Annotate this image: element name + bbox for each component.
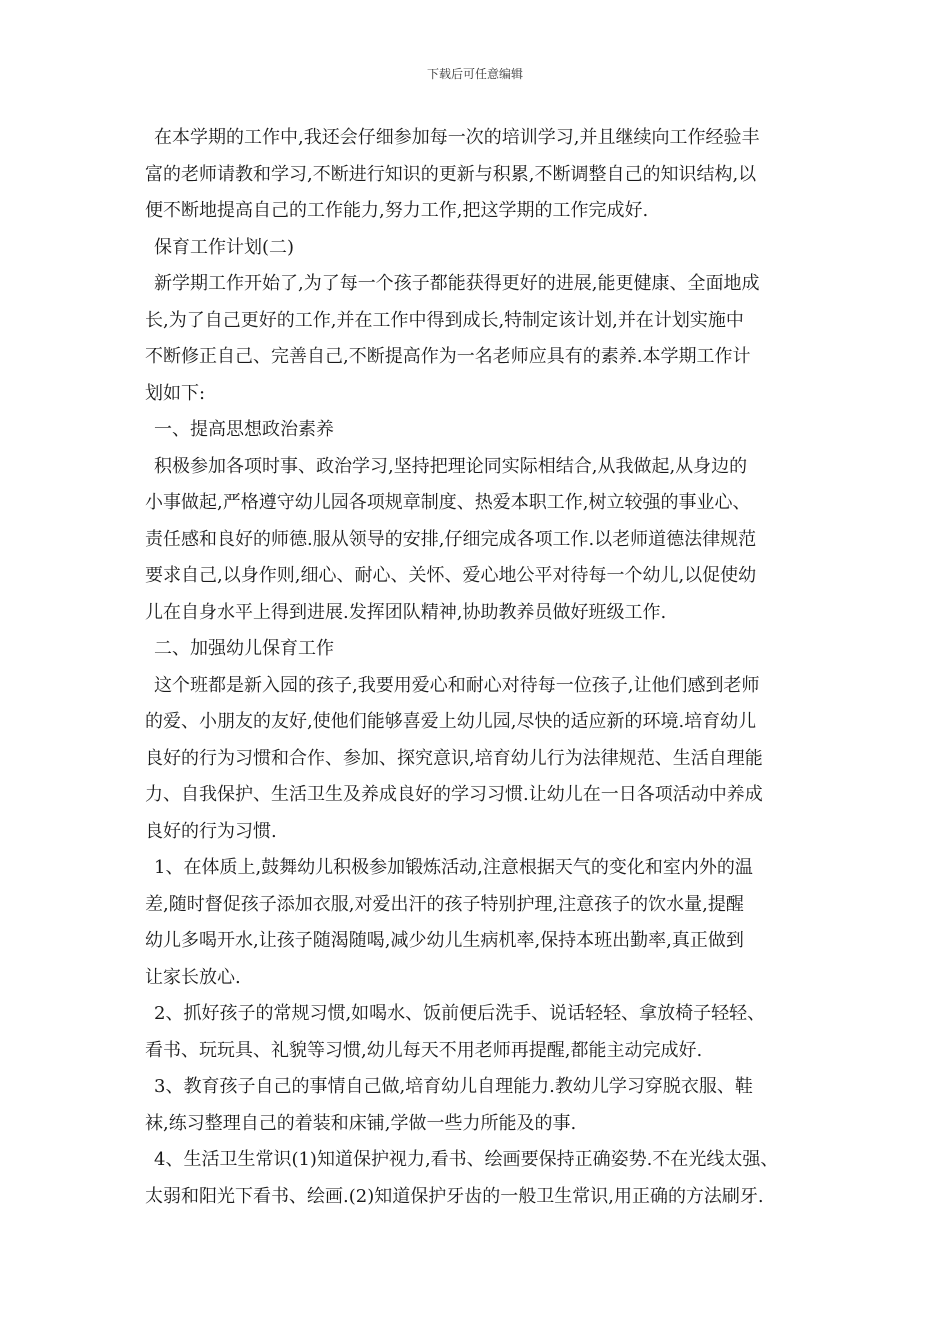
text-line: 在本学期的工作中,我还会仔细参加每一次的培训学习,并且继续向工作经验丰 bbox=[154, 127, 760, 148]
text-line: 2、抓好孩子的常规习惯,如喝水、饭前便后洗手、说话轻轻、拿放椅子轻轻、 bbox=[154, 1003, 766, 1024]
text-line: 长,为了自己更好的工作,并在工作中得到成长,特制定该计划,并在计划实施中 bbox=[145, 309, 744, 331]
text-line: 看书、玩玩具、礼貌等习惯,幼儿每天不用老师再提醒,都能主动完成好. bbox=[145, 1039, 703, 1061]
text-line: 的爱、小朋友的友好,使他们能够喜爱上幼儿园,尽快的适应新的环境.培育幼儿 bbox=[145, 711, 757, 732]
text-line: 3、教育孩子自己的事情自己做,培育幼儿自理能力.教幼儿学习穿脱衣服、鞋 bbox=[154, 1076, 753, 1097]
text-line: 积极参加各项时事、政治学习,坚持把理论同实际相结合,从我做起,从身边的 bbox=[154, 455, 748, 477]
text-line: 儿在自身水平上得到进展.发挥团队精神,协助教养员做好班级工作. bbox=[145, 601, 667, 623]
text-line: 不断修正自己、完善自己,不断提高作为一名老师应具有的素养.本学期工作计 bbox=[145, 346, 751, 367]
text-line: 幼儿多喝开水,让孩子随渴随喝,减少幼儿生病机率,保持本班出勤率,真正做到 bbox=[145, 930, 744, 951]
text-line: 新学期工作开始了,为了每一个孩子都能获得更好的进展,能更健康、全面地成 bbox=[154, 273, 760, 294]
text-line: 让家长放心. bbox=[145, 966, 241, 988]
text-line: 小事做起,严格遵守幼儿园各项规章制度、热爱本职工作,树立较强的事业心、 bbox=[145, 492, 751, 513]
text-line: 富的老师请教和学习,不断进行知识的更新与积累,不断调整自己的知识结构,以 bbox=[145, 163, 757, 185]
text-line: 1、在体质上,鼓舞幼儿积极参加锻炼活动,注意根据天气的变化和室内外的温 bbox=[154, 857, 753, 878]
page-header: 下载后可任意编辑 bbox=[426, 67, 523, 81]
text-line: 4、生活卫生常识(1)知道保护视力,看书、绘画要保持正确姿势.不在光线太强、 bbox=[154, 1149, 779, 1170]
text-line: 要求自己,以身作则,细心、耐心、关怀、爱心地公平对待每一个幼儿,以促使幼 bbox=[145, 565, 757, 586]
text-line: 二、加强幼儿保育工作 bbox=[154, 638, 334, 659]
text-line: 良好的行为习惯和合作、参加、探究意识,培育幼儿行为法律规范、生活自理能 bbox=[145, 747, 763, 769]
text-line: 划如下: bbox=[145, 382, 206, 404]
text-line: 袜,练习整理自己的着装和床铺,学做一些力所能及的事. bbox=[145, 1112, 577, 1134]
text-line: 力、自我保护、生活卫生及养成良好的学习习惯.让幼儿在一日各项活动中养成 bbox=[145, 784, 763, 805]
text-line: 差,随时督促孩子添加衣服,对爱出汗的孩子特别护理,注意孩子的饮水量,提醒 bbox=[145, 893, 744, 915]
text-line: 便不断地提高自己的工作能力,努力工作,把这学期的工作完成好. bbox=[145, 200, 649, 221]
text-line: 保育工作计划(二) bbox=[154, 236, 295, 258]
text-line: 一、提高思想政治素养 bbox=[154, 419, 334, 440]
text-line: 太弱和阳光下看书、绘画.(2)知道保护牙齿的一般卫生常识,用正确的方法刷牙. bbox=[145, 1185, 764, 1207]
text-line: 这个班都是新入园的孩子,我要用爱心和耐心对待每一位孩子,让他们感到老师 bbox=[154, 674, 760, 696]
text-line: 责任感和良好的师德.服从领导的安排,仔细完成各项工作.以老师道德法律规范 bbox=[145, 528, 757, 550]
text-line: 良好的行为习惯. bbox=[145, 820, 277, 842]
document-body bbox=[145, 120, 835, 1215]
